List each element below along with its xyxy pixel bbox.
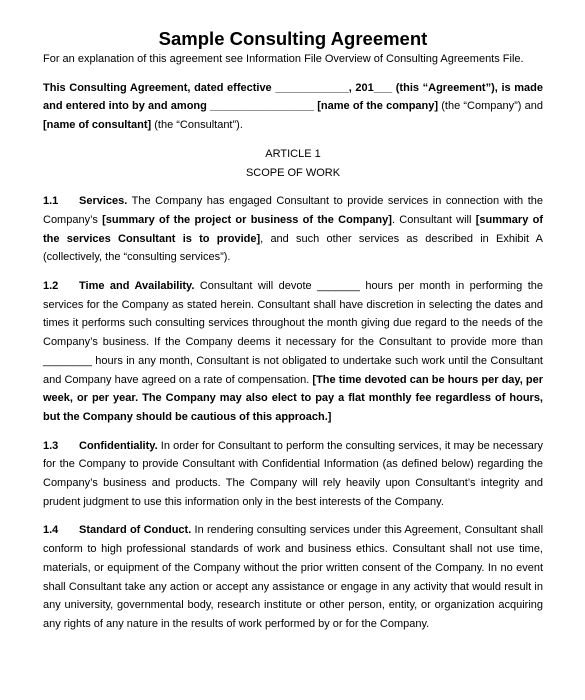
section-text: In order for Consultant to perform the consulting services, it may be necessary for the Company to provide Consultant with Confidential Information (as defined below) regarding the Company’s business and products. The Company will rely heavily upon Consultant’s integrity and prudent judgment to use this information only in the best interests of the Company. [43, 439, 543, 508]
document-title: Sample Consulting Agreement [158, 28, 428, 49]
section-placeholder: [summary of the project or business of the Company] [102, 213, 392, 226]
section-1-1 [43, 192, 543, 267]
section-number: 1.2 [43, 280, 59, 293]
section-1-3 [43, 437, 543, 512]
section-text: The Company has engaged Consultant to provide services in connection with the Company’s [43, 195, 543, 226]
section-heading: Confidentiality. [79, 439, 158, 452]
section-number: 1.3 [43, 439, 59, 452]
section-1-2 [43, 277, 543, 427]
section-number: 1.1 [43, 195, 59, 208]
section-number: 1.4 [43, 524, 59, 537]
article-title: SCOPE OF WORK [245, 166, 341, 179]
agreement-paragraph [43, 79, 543, 135]
article-heading [43, 145, 543, 182]
section-placeholder: [summary of the services Consultant is to provide] [43, 213, 543, 245]
agreement-consultant-ref: (the “Consultant”). [151, 119, 243, 132]
section-heading: Standard of Conduct. [79, 524, 192, 537]
section-text: , and such other services as described in Exhibit A (collectively, the “consulting services”). [43, 232, 543, 264]
section-1-4 [43, 521, 543, 633]
consultant-name-placeholder: [name of consultant] [43, 119, 152, 132]
section-text: . Consultant will [391, 213, 476, 226]
agreement-preamble: This Consulting Agreement, dated effective ____________, 201___ (this “Agreement”), is made and entered into by and among _________________ [name of the company] [43, 81, 543, 113]
section-text: In rendering consulting services under this Agreement, Consultant shall conform to high professional standards of work and business ethics. Consultant shall not use time, materials, or equipment of the Company without the prior written consent of the Company. In no event shall Consultant take any action or accept any assistance or engage in any activity that would result in any university, governmental body, research institute or other person, entity, or organization acquiring any rights of any nature in the results of work performed by or for the Company. [43, 524, 544, 630]
section-heading: Services. [79, 195, 128, 208]
section-heading: Time and Availability. [79, 280, 195, 293]
intro-paragraph: For an explanation of this agreement see Information File Overview of Consulting Agreements File. [43, 53, 524, 65]
section-note: [The time devoted can be hours per day, per week, or per year. The Company may also elect to pay a flat monthly fee regardless of hours, but the Company should be cautious of this approach.] [43, 373, 543, 423]
section-text: Consultant will devote _______ hours per month in performing the services for the Company as stated herein. Consultant shall have discretion in selecting the dates and times it performs such consulting services throughout the month giving due regard to the needs of the Company’s business. If the Company deems it necessary for the Consultant to provide more than ________ hours in any month, Consultant is not obligated to undertake such work until the Consultant and Company have agreed on a rate of compensation. [43, 280, 543, 386]
article-number: ARTICLE 1 [265, 147, 321, 160]
agreement-company-ref: (the “Company”) and [438, 100, 543, 113]
